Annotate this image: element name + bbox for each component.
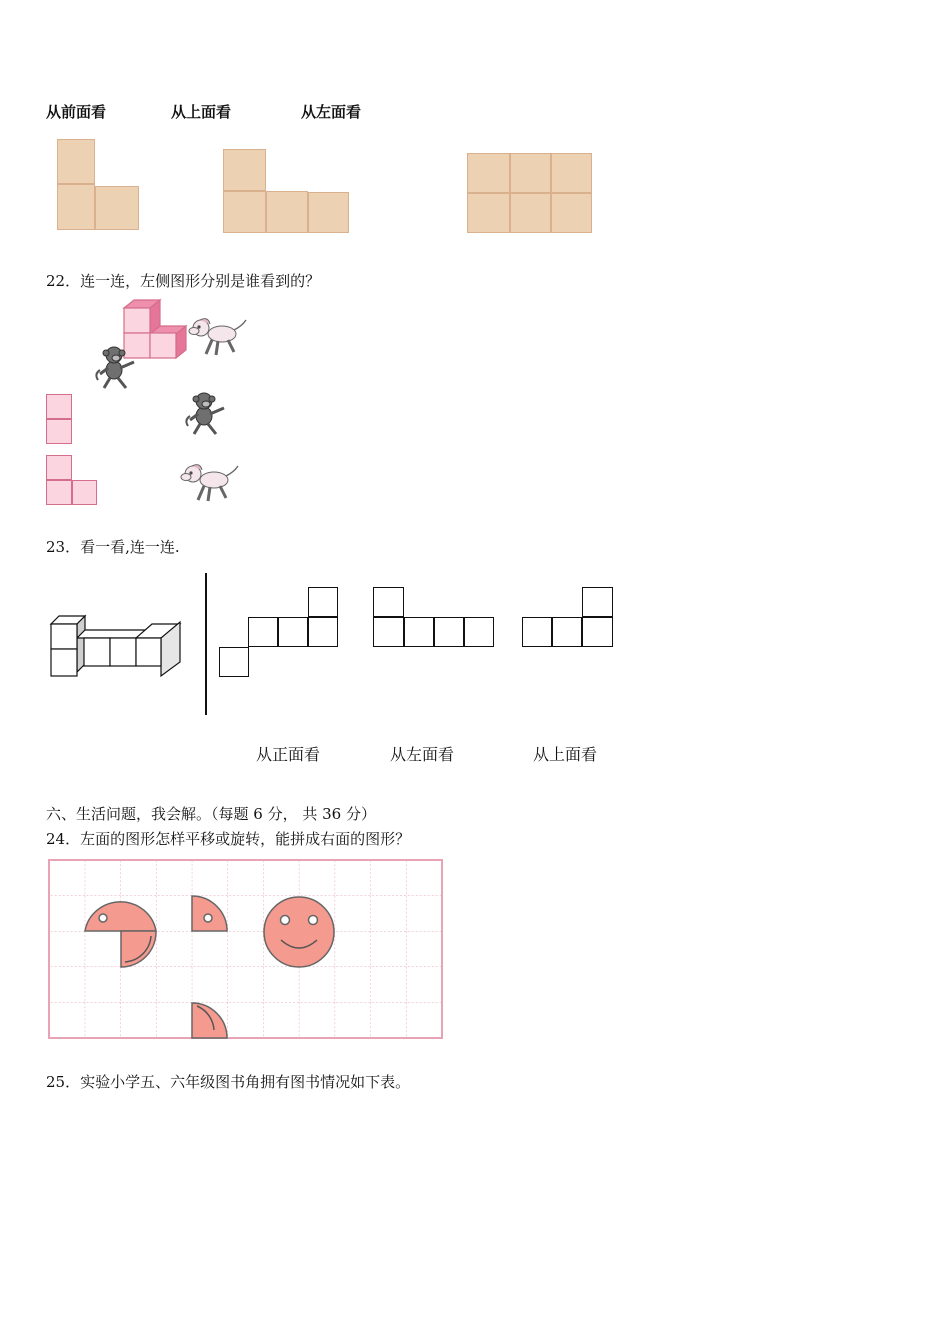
label-left-view: 从左面看	[301, 103, 362, 121]
label-front-view-2: 从正面看	[256, 745, 321, 764]
dog-icon	[180, 460, 240, 504]
label-left-view-2: 从左面看	[390, 745, 455, 764]
dog-icon	[188, 314, 248, 358]
cube-solid-figure	[48, 612, 188, 682]
q23-divider	[205, 573, 207, 715]
q25-title: 25．实验小学五、六年级图书角拥有图书情况如下表。	[46, 1073, 411, 1091]
label-top-view: 从上面看	[171, 103, 232, 121]
section6-heading: 六、生活问题，我会解。（每题 6 分， 共 36 分）	[46, 805, 376, 823]
q24-grid-figure	[49, 860, 445, 1040]
label-front-view: 从前面看	[46, 103, 107, 121]
monkey-icon	[182, 390, 228, 436]
q23-title: 23．看一看,连一连.	[46, 538, 180, 556]
label-top-view-2: 从上面看	[533, 745, 598, 764]
q24-title: 24．左面的图形怎样平移或旋转，能拼成右面的图形？	[46, 830, 411, 848]
q22-title: 22．连一连，左侧图形分别是谁看到的？	[46, 272, 321, 290]
monkey-icon	[92, 344, 138, 390]
